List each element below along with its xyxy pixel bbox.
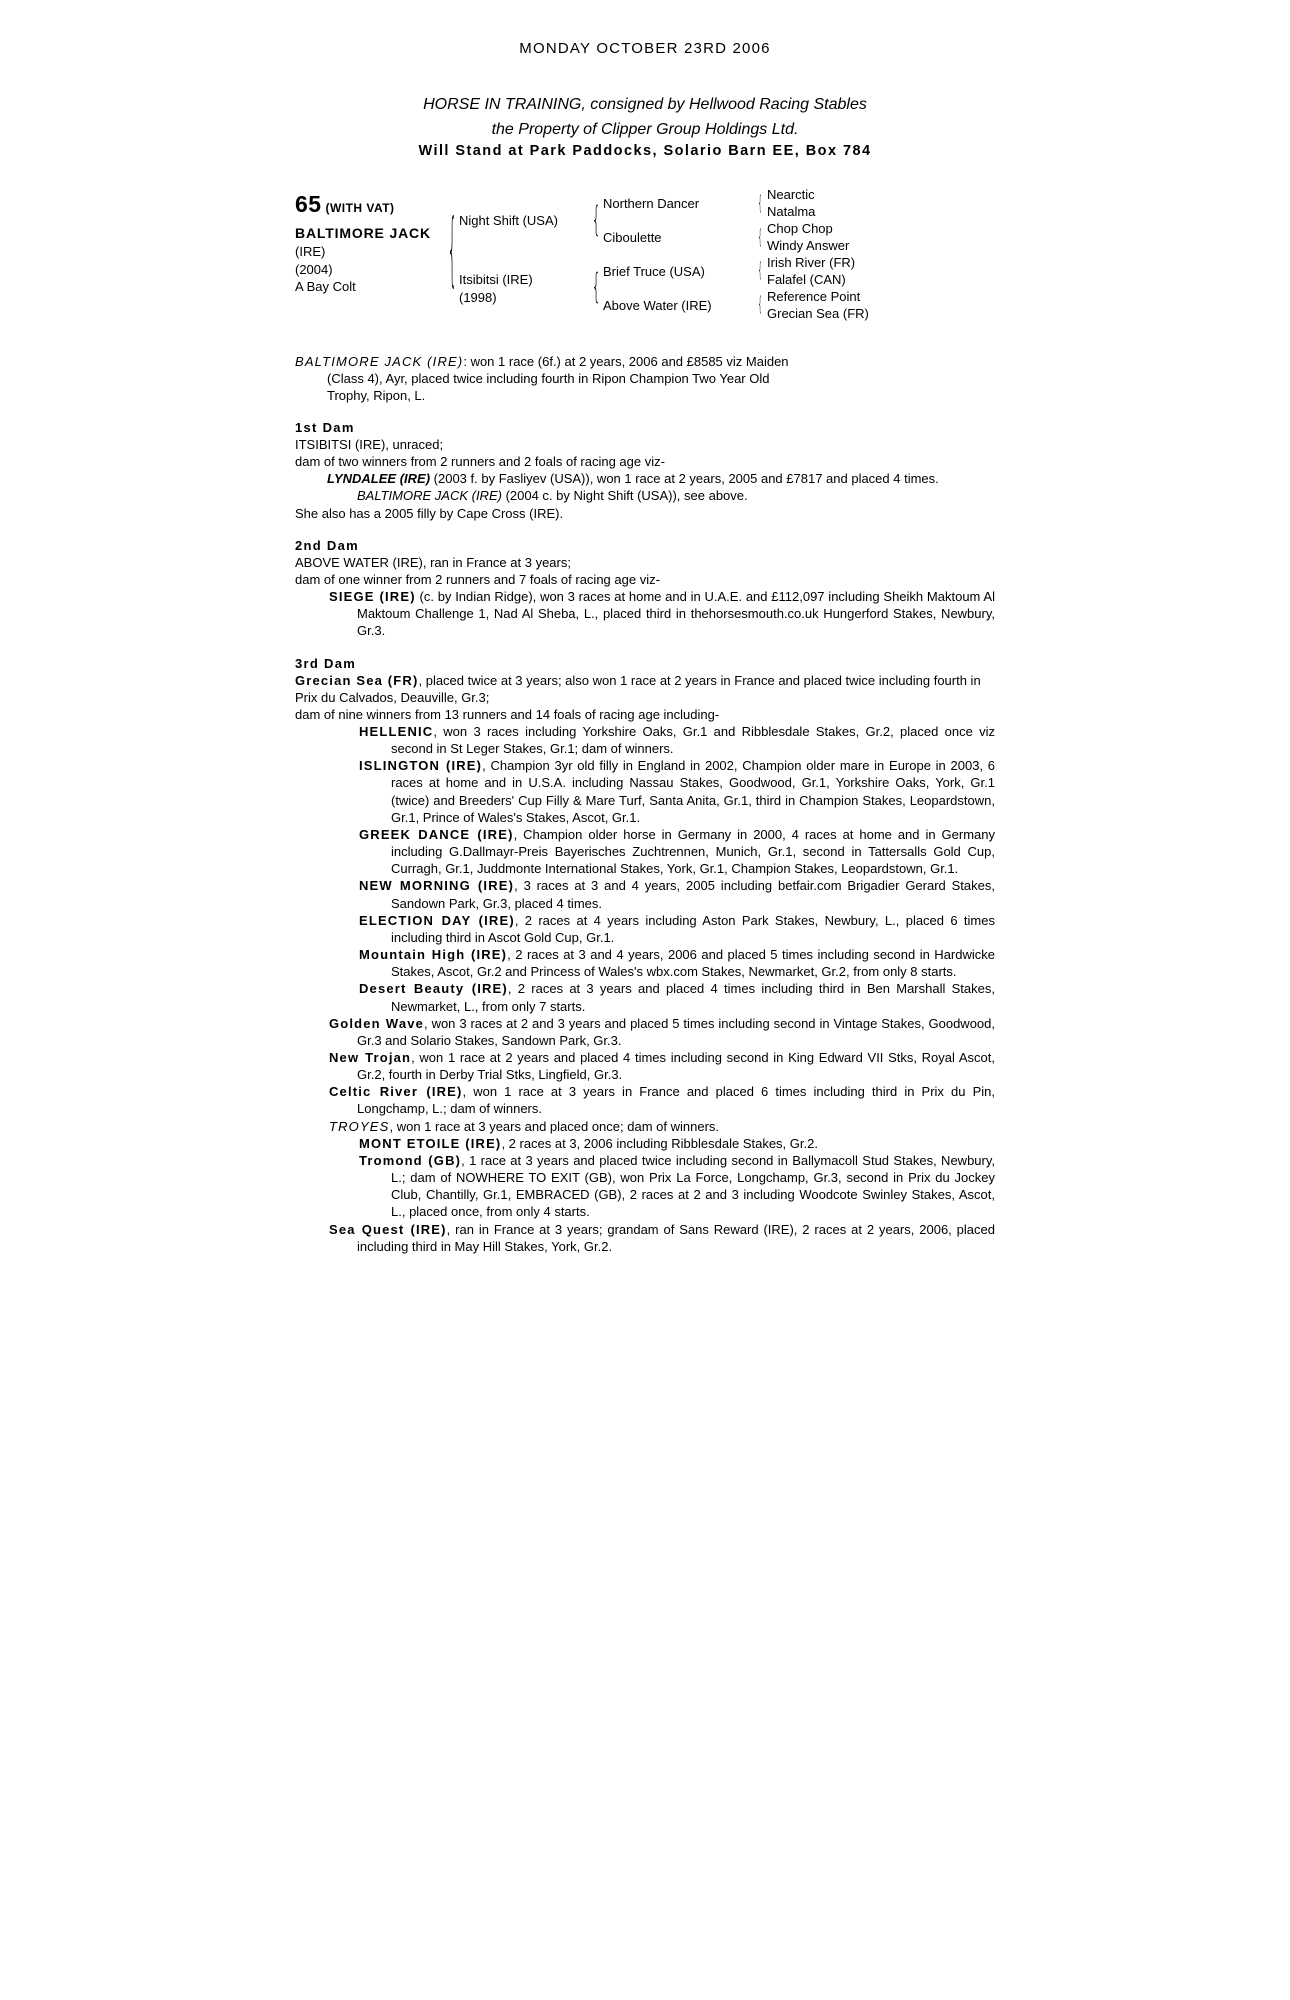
brace-level-2-dam: { xyxy=(591,268,601,309)
race-record-summary xyxy=(295,353,995,404)
brace-level-3-group xyxy=(753,187,767,322)
dam2-entry-1-name: SIEGE (IRE) xyxy=(329,589,416,605)
lot-details xyxy=(295,187,445,322)
dam3-entry-text: , won 1 race at 2 years and placed 4 times including second in King Edward VII Stks, Royal Ascot, Gr.2, fourth in Derby Trial Stks, Lingfield, Gr.3. xyxy=(357,1049,995,1083)
pedigree-parents xyxy=(459,187,589,322)
dam3-entry-text: , Champion 3yr old filly in England in 2002, Champion older mare in Europe in 2003, 6 races at home and in U.S.A. including Nassau Stakes, Goodwood, Gr.1, Yorkshire Oaks, York, Gr.1 (twice) and Breeders' Cup Filly & Mare Turf, Santa Anita, Gr.1, third in Champion Stakes, Leopardstown, Gr.1, Prince of Wales's Stakes, Ascot, Gr.1. xyxy=(391,758,995,825)
dam1-entry-1 xyxy=(295,470,995,487)
pedigree-dam-dam: Above Water (IRE) xyxy=(603,297,712,313)
dam1-entry-2-text: (2004 c. by Night Shift (USA)), see above. xyxy=(501,488,748,504)
dam3-entry xyxy=(295,877,995,911)
consignor-line-1: HORSE IN TRAINING, consigned by Hellwood Racing Stables xyxy=(423,96,867,113)
lot-number: 65 xyxy=(295,191,322,218)
dam2-entry-1-text: (c. by Indian Ridge), won 3 races at home and in U.A.E. and £112,097 including Sheikh Maktoum Al Maktoum Challenge 1, Nad Al Sheba, L., placed third in thehorsesmouth.co.uk Hungerford Stakes, Newbury, Gr.3. xyxy=(357,589,995,639)
lot-country: (IRE) xyxy=(295,244,326,260)
race-record-horse-name: BALTIMORE JACK (IRE) xyxy=(295,353,464,369)
dam3-entry-text: , Champion older horse in Germany in 2000, 4 races at home and in Germany including G.Dallmayr-Preis Bayerisches Zuchtrennen, Munich, Gr.1, second in Tattersalls Gold Cup, Curragh, Gr.1, Juddmonte International Stakes, York, Gr.1, Champion Stakes, Leopardstown, Gr.1. xyxy=(391,826,995,877)
dam3-entry-text: , 2 races at 3 years and placed 4 times including third in Ben Marshall Stakes, Newmarket, L., from only 7 starts. xyxy=(391,981,995,1014)
dam3-entry-name: Celtic River (IRE) xyxy=(329,1084,463,1100)
dam3-entry xyxy=(295,1015,995,1049)
dam1-entry-1-name: LYNDALEE (IRE) xyxy=(327,471,431,487)
dam3-entry-text: , won 3 races at 2 and 3 years and placed 5 times including second in Vintage Stakes, Goodwood, Gr.3 and Solario Stakes, Sandown Park, Gr.3. xyxy=(357,1015,995,1048)
dam3-entry xyxy=(295,1049,995,1083)
dam3-entry-name: Mountain High (IRE) xyxy=(359,947,508,963)
dam3-entry xyxy=(295,912,995,946)
race-record-line-2: (Class 4), Ayr, placed twice including fourth in Ripon Champion Two Year Old xyxy=(327,370,770,386)
dam3-entry-name: NEW MORNING (IRE) xyxy=(359,878,515,894)
pedigree-g3: Chop Chop xyxy=(767,221,833,237)
race-record-line-3: Trophy, Ripon, L. xyxy=(327,387,426,403)
dam2-line-1: ABOVE WATER (IRE), ran in France at 3 years; xyxy=(295,554,571,570)
dam3-entry-name: New Trojan xyxy=(329,1049,412,1065)
dam3-entry xyxy=(295,1083,995,1117)
pedigree-dam-sire: Brief Truce (USA) xyxy=(603,264,705,280)
pedigree-sire-dam: Ciboulette xyxy=(603,230,662,246)
dam3-entry-text: , 2 races at 3 and 4 years, 2006 and placed 5 times including second in Hardwicke Stakes, Ascot, Gr.2 and Princess of Wales's wbx.com Stakes, Newmarket, Gr.2, from only 8 starts. xyxy=(391,947,995,980)
section-title-3rd-dam: 3rd Dam xyxy=(295,655,357,671)
lot-description: A Bay Colt xyxy=(295,279,356,295)
dam1-entry-2 xyxy=(295,487,995,504)
pedigree-dam-name: Itsibitsi (IRE) xyxy=(459,272,533,288)
dam3-entry-text: , 2 races at 3, 2006 including Ribblesdale Stakes, Gr.2. xyxy=(501,1135,818,1151)
section-title-1st-dam: 1st Dam xyxy=(295,419,355,435)
dam3-line-2: dam of nine winners from 13 runners and 14 foals of racing age including- xyxy=(295,706,720,722)
dam3-entry xyxy=(295,980,995,1014)
lot-year: (2004) xyxy=(295,261,333,277)
pedigree-dam xyxy=(459,255,589,323)
pedigree-g2: Natalma xyxy=(767,204,816,220)
dam1-line-2: dam of two winners from 2 runners and 2 foals of racing age viz- xyxy=(295,454,665,470)
dam1-line-3: She also has a 2005 filly by Cape Cross (IRE). xyxy=(295,505,564,521)
dam3-line-1-name: Grecian Sea (FR) xyxy=(295,672,419,688)
dam3-entry-name: ISLINGTON (IRE) xyxy=(359,758,483,774)
brace-level-3-d: { xyxy=(757,294,763,317)
pedigree-sire-name: Night Shift (USA) xyxy=(459,213,558,229)
dam3-entry-name: Desert Beauty (IRE) xyxy=(359,981,508,997)
brace-level-3-a: { xyxy=(757,193,763,216)
dam3-entry-name: Sea Quest (IRE) xyxy=(329,1221,447,1237)
brace-level-3-b: { xyxy=(757,226,763,250)
pedigree-g6: Falafel (CAN) xyxy=(767,271,846,287)
pedigree-sire-sire: Northern Dancer xyxy=(603,196,700,212)
dam3-entry xyxy=(295,826,995,877)
dam3-entry xyxy=(295,723,995,757)
pedigree-g5: Irish River (FR) xyxy=(767,254,856,270)
dam3-entry-text: , 2 races at 4 years including Aston Park Stakes, Newbury, L., placed 6 times including third in Ascot Gold Cup, Gr.1. xyxy=(391,912,995,945)
brace-level-2-group xyxy=(589,187,603,322)
brace-level-3-c: { xyxy=(757,260,763,283)
dam3-entry xyxy=(295,1152,995,1221)
pedigree-chart xyxy=(295,187,995,322)
dam3-entry xyxy=(295,946,995,980)
dam2-line-2: dam of one winner from 2 runners and 7 foals of racing age viz- xyxy=(295,571,660,587)
pedigree-sire xyxy=(459,187,589,255)
dam3-entry-name: MONT ETOILE (IRE) xyxy=(359,1135,502,1151)
dam3-entry-name: GREEK DANCE (IRE) xyxy=(359,826,514,842)
dam2-entry-1 xyxy=(295,588,995,639)
dam3-entry xyxy=(295,757,995,826)
brace-level-1: { xyxy=(447,208,457,302)
dam3-entry-text: , 1 race at 3 years and placed twice including second in Ballymacoll Stud Stakes, Newbury, L.; dam of NOWHERE TO EXIT (GB), won Prix La Force, Longchamp, Gr.3, second in Prix du Jockey Club, Chantilly, Gr.1, EMBRACED (GB), 2 races at 2 and 3 including Woodcote Swinley Stakes, Ascot, L., placed once, from only 4 starts. xyxy=(391,1152,996,1220)
dam3-line-1-text: , placed twice at 3 years; also won 1 race at 2 years in France and placed twice including fourth in Prix du Calvados, Deauville, Gr.3; xyxy=(295,672,981,705)
dam3-entry-text: , ran in France at 3 years; grandam of Sans Reward (IRE), 2 races at 2 years, 2006, placed including third in May Hill Stakes, York, Gr.2. xyxy=(357,1221,995,1254)
dam3-entry-name: ELECTION DAY (IRE) xyxy=(359,912,515,928)
pedigree-dam-year: (1998) xyxy=(459,289,497,305)
dam3-entry xyxy=(295,1118,995,1135)
dam1-entry-2-name: BALTIMORE JACK (IRE) xyxy=(357,488,502,504)
lot-number-row xyxy=(295,191,445,218)
stand-location-line: Will Stand at Park Paddocks, Solario Barn EE, Box 784 xyxy=(418,143,872,160)
dam3-entry-name: HELLENIC xyxy=(359,724,434,739)
page-date-header: MONDAY OCTOBER 23RD 2006 xyxy=(519,40,771,57)
lot-vat-note: (WITH VAT) xyxy=(325,201,395,216)
dam3-entry-name: TROYES xyxy=(329,1118,390,1134)
dam3-entry xyxy=(295,1135,995,1152)
dam3-entry xyxy=(295,1221,995,1255)
pedigree-g7: Reference Point xyxy=(767,288,861,304)
pedigree-g1: Nearctic xyxy=(767,187,815,203)
pedigree-g4: Windy Answer xyxy=(767,238,850,254)
dam3-entry-text: , won 1 race at 3 years and placed once; dam of winners. xyxy=(389,1118,720,1134)
brace-level-2-sire: { xyxy=(591,200,601,242)
dam3-entry-name: Tromond (GB) xyxy=(359,1152,462,1168)
pedigree-great-grandparents xyxy=(767,187,902,322)
section-title-2nd-dam: 2nd Dam xyxy=(295,537,360,553)
dam3-entry-name: Golden Wave xyxy=(329,1015,425,1031)
pedigree-g8: Grecian Sea (FR) xyxy=(767,305,869,321)
dam3-entry-list xyxy=(295,723,995,1255)
lot-horse-name: BALTIMORE JACK xyxy=(295,225,431,242)
race-record-line-1: : won 1 race (6f.) at 2 years, 2006 and £8585 viz Maiden xyxy=(463,353,789,369)
dam3-line-1 xyxy=(295,672,995,706)
dam3-entry-text: , won 1 race at 3 years in France and placed 6 times including third in Prix du Pin, Longchamp, L.; dam of winners. xyxy=(357,1084,995,1117)
consignor-line-2: the Property of Clipper Group Holdings Ltd. xyxy=(491,121,799,139)
dam3-entry-text: , won 3 races including Yorkshire Oaks, Gr.1 and Ribblesdale Stakes, Gr.2, placed once viz second in St Leger Stakes, Gr.1; dam of winners. xyxy=(391,724,995,757)
page-content xyxy=(295,0,995,1255)
dam1-line-1: ITSIBITSI (IRE), unraced; xyxy=(295,436,444,452)
pedigree-grandparents xyxy=(603,187,753,322)
dam3-entry-text: , 3 races at 3 and 4 years, 2005 including betfair.com Brigadier Gerard Stakes, Sandown Park, Gr.3, placed 4 times. xyxy=(391,878,995,911)
dam1-entry-1-text: (2003 f. by Fasliyev (USA)), won 1 race at 2 years, 2005 and £7817 and placed 4 times. xyxy=(430,471,939,487)
